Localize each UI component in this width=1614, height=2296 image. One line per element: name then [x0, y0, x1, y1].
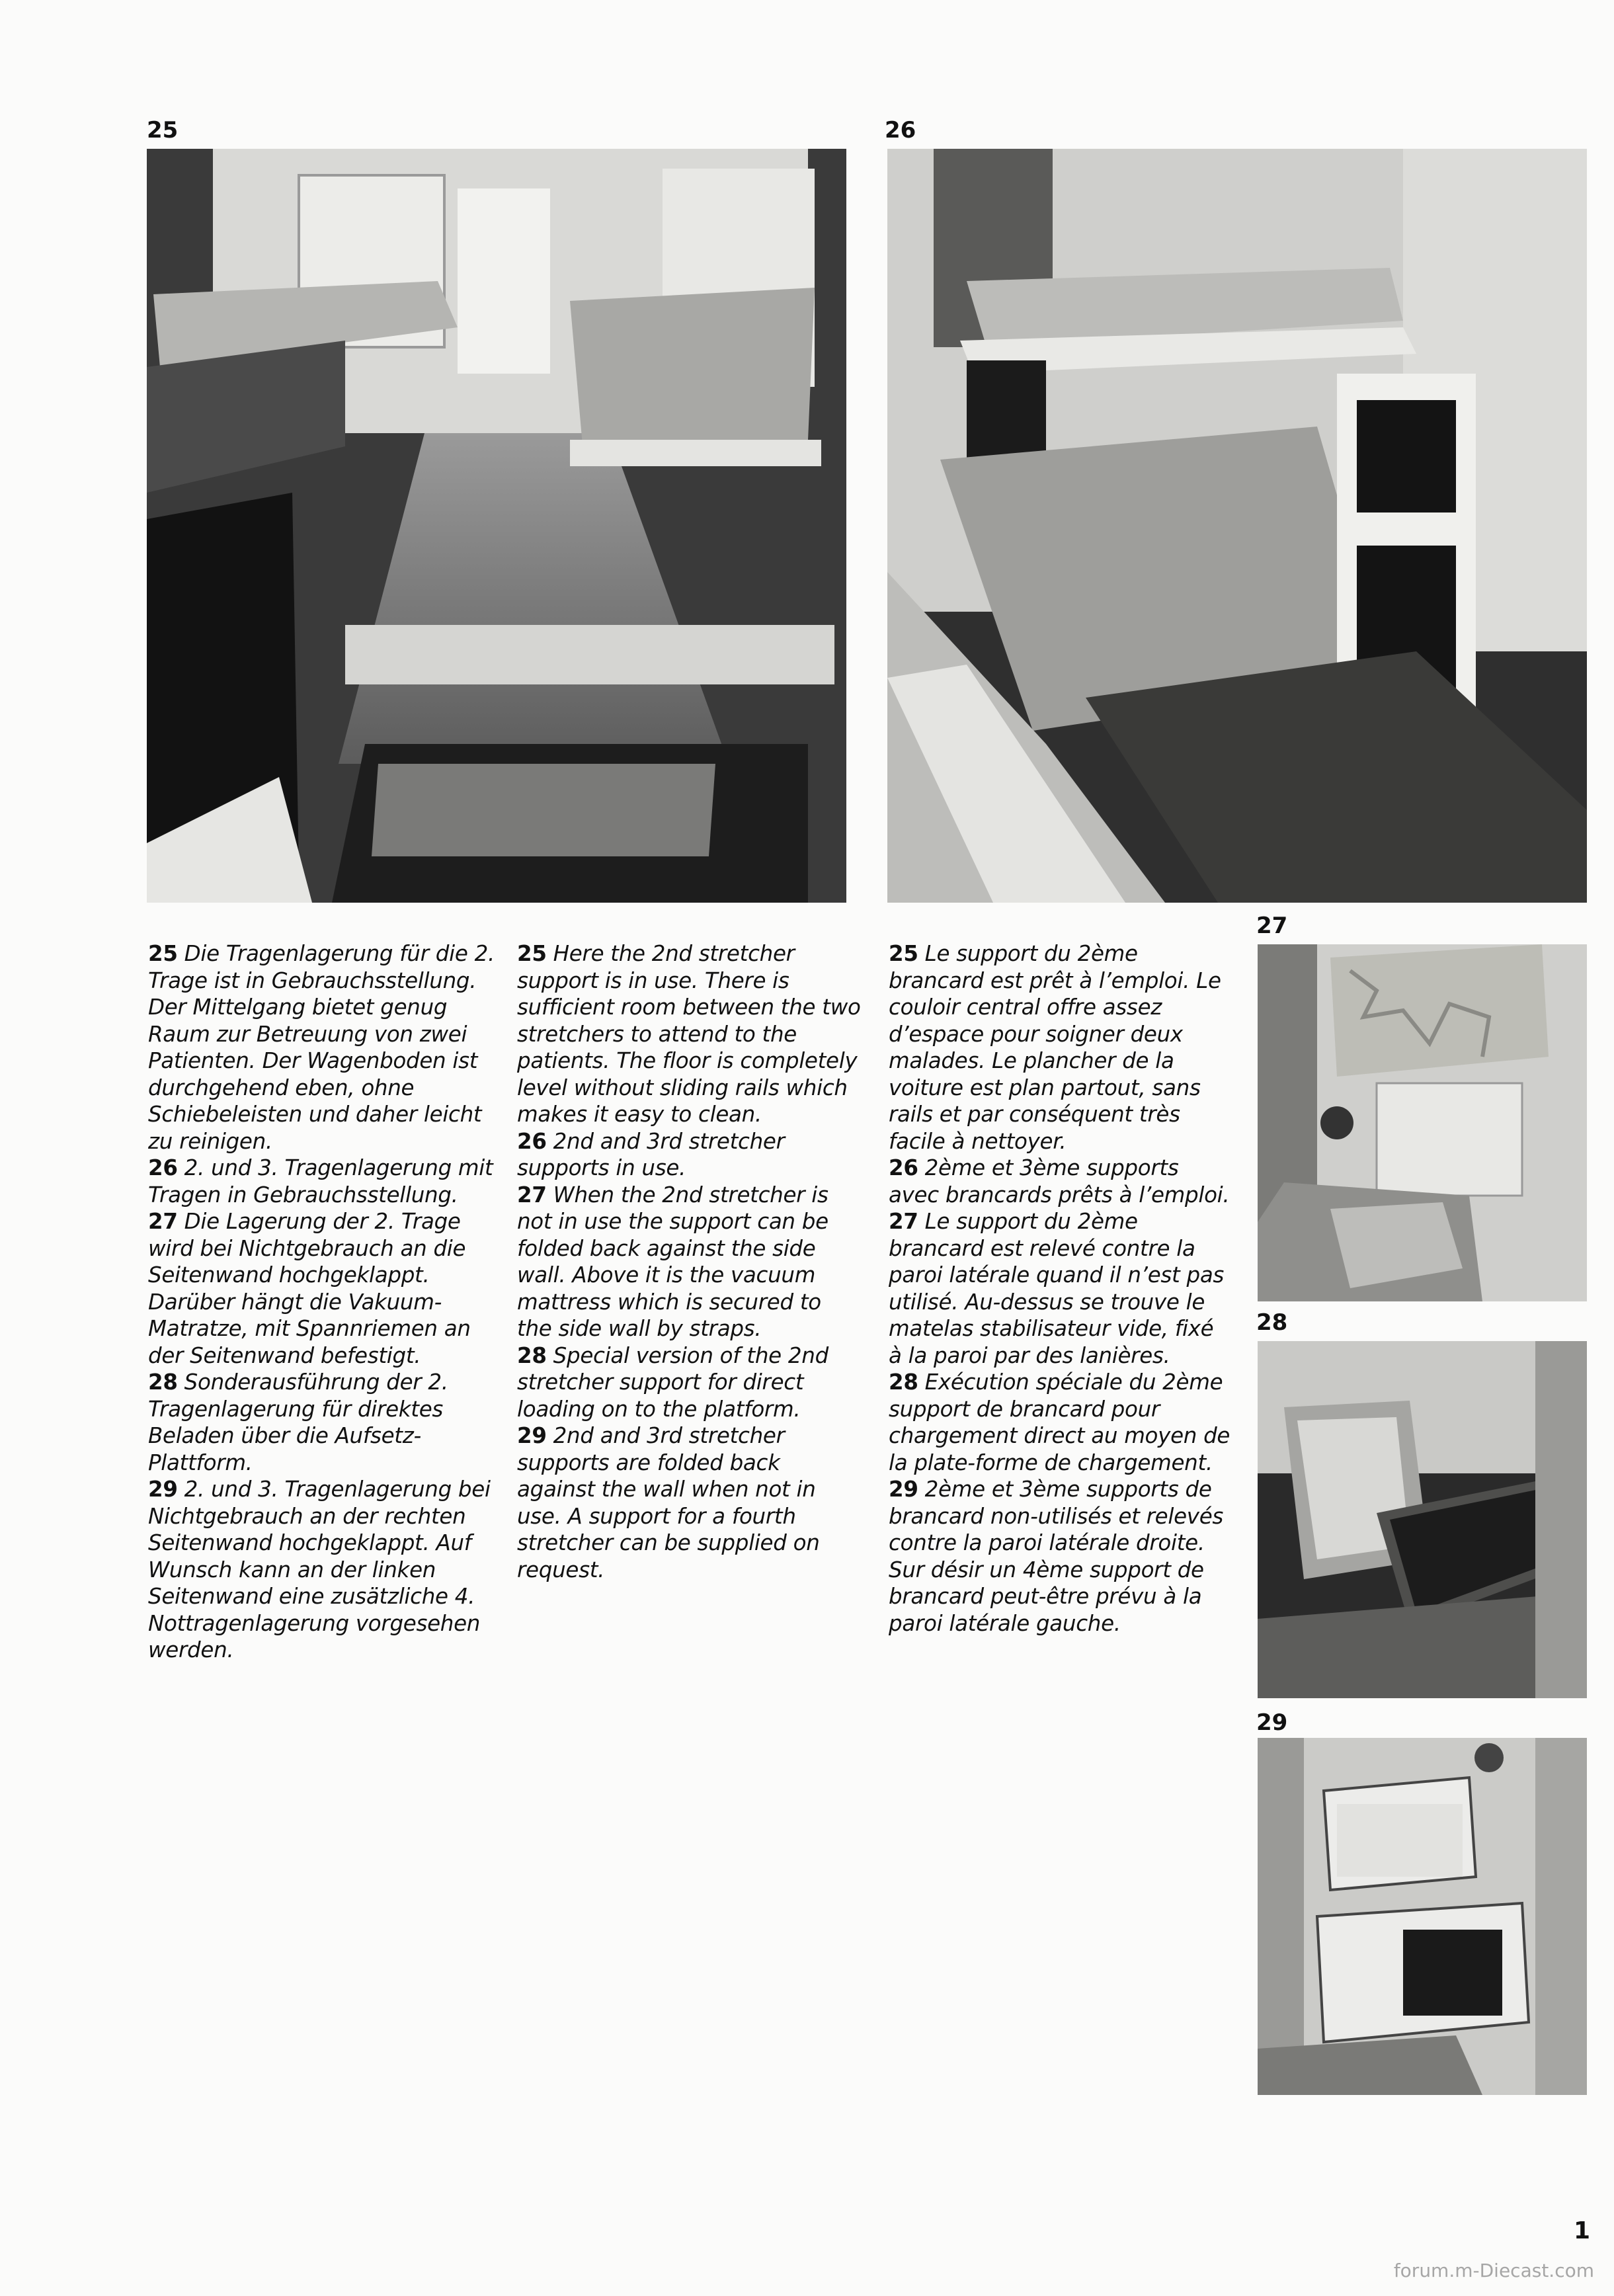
caption-fr-26: 26 2ème et 3ème supports avec brancards prêts à l’emploi.	[889, 1155, 1230, 1208]
figure-number-29: 29	[1256, 1709, 1288, 1736]
photo-special-stretcher-support	[1258, 1341, 1587, 1698]
caption-fr-29: 29 2ème et 3ème supports de brancard non-utilisés et relevés contre la paroi latérale droite. Sur désir un 4ème support de brancard peut-être prévu à la paroi latérale gauche.	[889, 1477, 1224, 1636]
figure-number-25: 25	[147, 117, 179, 144]
caption-en-25: 25 Here the 2nd stretcher support is in use. There is sufficient room between the two stretchers to attend to the patients. The floor is completely level without sliding rails which makes it easy to clean.	[517, 941, 861, 1127]
caption-en-29: 29 2nd and 3rd stretcher supports are folded back against the wall when not in use. A support for a fourth stretcher can be supplied on request.	[517, 1423, 820, 1582]
caption-en-28: 28 Special version of the 2nd stretcher support for direct loading on to the platform.	[517, 1342, 828, 1422]
figure-number-26: 26	[885, 117, 916, 144]
photo-folded-stretcher-support	[1258, 944, 1587, 1301]
caption-column-french	[889, 940, 1232, 1637]
caption-en-26: 26 2nd and 3rd stretcher supports in use.	[517, 1128, 785, 1180]
caption-column-english	[517, 940, 861, 1583]
photo-folded-stretcher-supports	[1258, 1738, 1587, 2095]
photo-stacked-stretchers	[887, 149, 1587, 903]
caption-de-28: 28 Sonderausführung der 2. Tragenlagerung für direktes Beladen über die Aufsetz-Plattform.	[148, 1370, 448, 1475]
caption-fr-28: 28 Exécution spéciale du 2ème support de brancard pour chargement direct au moyen de la plate-forme de chargement.	[889, 1370, 1231, 1475]
caption-de-27: 27 Die Lagerung der 2. Trage wird bei Nichtgebrauch an die Seitenwand hochgeklappt. Darüber hängt die Vakuum-Matratze, mit Spannriemen an der Seitenwand befestigt.	[148, 1209, 471, 1368]
photo-ambulance-interior-two-stretchers	[147, 149, 846, 903]
watermark: forum.m-Diecast.com	[1393, 2260, 1594, 2281]
figure-number-28: 28	[1256, 1309, 1288, 1336]
caption-fr-25: 25 Le support du 2ème brancard est prêt à l’emploi. Le couloir central offre assez d’espace pour soigner deux malades. Le plancher de la voiture est plan partout, sans rails et par conséquent très facile à nettoyer.	[889, 941, 1221, 1154]
caption-fr-27: 27 Le support du 2ème brancard est relevé contre la paroi latérale quand il n’est pas utilisé. Au-dessus se trouve le matelas stabilisateur vide, fixé à la paroi par des lanières.	[889, 1209, 1225, 1368]
caption-de-25: 25 Die Tragenlagerung für die 2. Trage ist in Gebrauchsstellung. Der Mittelgang bietet genug Raum zur Betreuung von zwei Patienten. Der Wagenboden ist durchgehend eben, ohne Schiebeleisten und daher leicht zu reinigen.	[148, 941, 495, 1154]
caption-de-26: 26 2. und 3. Tragenlagerung mit Tragen in Gebrauchsstellung.	[148, 1155, 493, 1208]
caption-column-german	[148, 940, 499, 1664]
caption-de-29: 29 2. und 3. Tragenlagerung bei Nichtgebrauch an der rechten Seitenwand hochgeklappt. Auf Wunsch kann an der linken Seitenwand eine zusätzliche 4. Nottragenlagerung vorgesehen werden.	[148, 1477, 491, 1662]
page-number: 1	[1573, 2217, 1590, 2244]
figure-number-27: 27	[1256, 913, 1288, 939]
caption-en-27: 27 When the 2nd stretcher is not in use the support can be folded back against the side wall. Above it is the vacuum mattress which is secured to the side wall by straps.	[517, 1182, 828, 1341]
